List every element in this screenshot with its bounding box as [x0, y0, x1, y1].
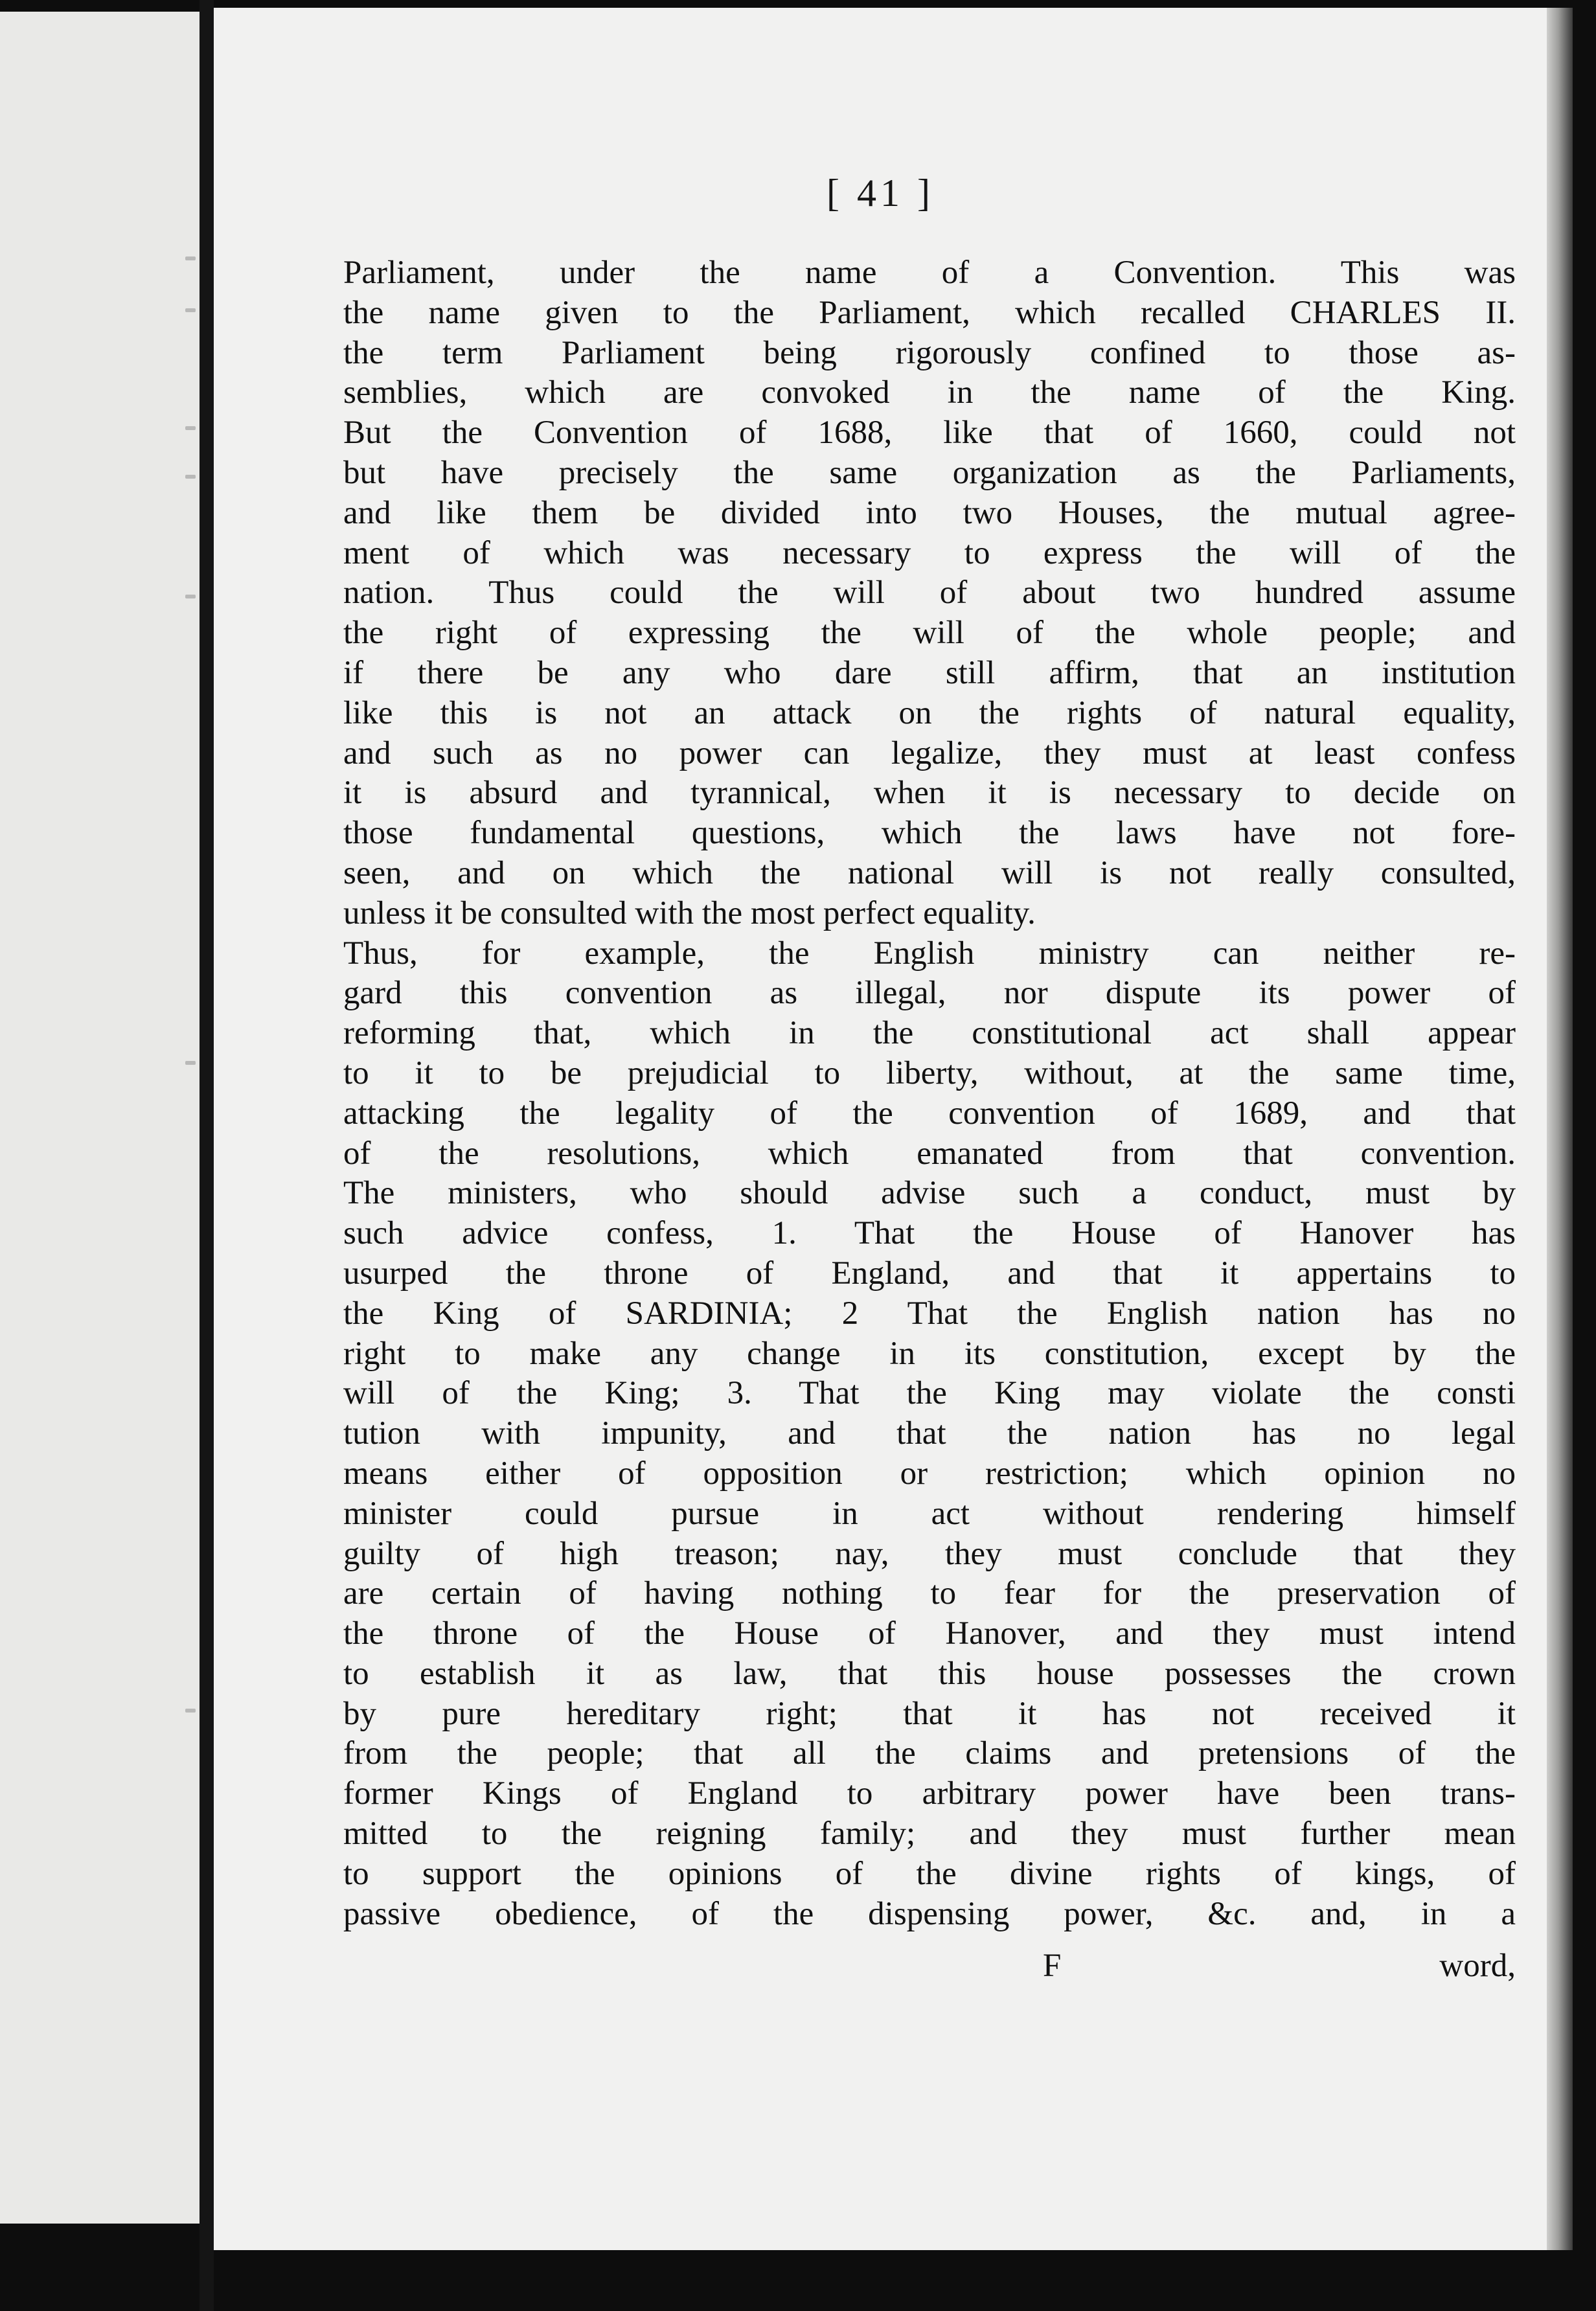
text-line: the right of expressing the will of the whole people; and — [343, 615, 1516, 652]
text-line: minister could pursue in act without rendering himself — [343, 1495, 1516, 1532]
text-line: The ministers, who should advise such a conduct, must by — [343, 1175, 1516, 1212]
book-page — [214, 8, 1547, 2250]
text-line: Thus, for example, the English ministry can neither re- — [343, 935, 1516, 972]
text-line: But the Convention of 1688, like that of 1660, could not — [343, 415, 1516, 451]
text-line: mitted to the reigning family; and they must further mean — [343, 1816, 1516, 1852]
text-line: of the resolutions, which emanated from that convention. — [343, 1135, 1516, 1172]
text-line: and such as no power can legalize, they must at least confess — [343, 734, 1516, 771]
page-body-text — [343, 253, 1516, 1934]
text-line: are certain of having nothing to fear for the preservation of — [343, 1575, 1516, 1612]
text-line: nation. Thus could the will of about two hundred assume — [343, 575, 1516, 611]
page-number: [ 41 ] — [826, 172, 934, 214]
text-line: former Kings of England to arbitrary power have been trans- — [343, 1775, 1516, 1812]
text-line: such advice confess, 1. That the House of Hanover has — [343, 1215, 1516, 1252]
text-line: means either of opposition or restriction; which opinion no — [343, 1455, 1516, 1492]
text-line: and like them be divided into two Houses, the mutual agree- — [343, 494, 1516, 531]
text-line: to support the opinions of the divine rights of kings, of — [343, 1855, 1516, 1892]
text-line: guilty of high treason; nay, they must conclude that they — [343, 1535, 1516, 1572]
text-line: ment of which was necessary to express the will of the — [343, 534, 1516, 571]
page-footer — [343, 1947, 1516, 1992]
text-line: it is absurd and tyrannical, when it is necessary to decide on — [343, 775, 1516, 812]
bleed-through-mark — [185, 256, 196, 260]
text-line: from the people; that all the claims and pretensions of the — [343, 1735, 1516, 1772]
text-line: seen, and on which the national will is not really consulted, — [343, 854, 1516, 891]
text-line: will of the King; 3. That the King may violate the consti — [343, 1375, 1516, 1412]
text-line: the name given to the Parliament, which recalled CHARLES II. — [343, 294, 1516, 331]
text-line: to it to be prejudicial to liberty, without, at the same time, — [343, 1054, 1516, 1091]
bleed-through-mark — [185, 1061, 196, 1065]
text-line: reforming that, which in the constitutional act shall appear — [343, 1015, 1516, 1052]
bleed-through-mark — [185, 595, 196, 598]
text-line: the King of SARDINIA; 2 That the English nation has no — [343, 1295, 1516, 1332]
text-line: attacking the legality of the convention of 1689, and that — [343, 1095, 1516, 1132]
text-line: if there be any who dare still affirm, that an institution — [343, 654, 1516, 691]
text-line: but have precisely the same organization as the Parliaments, — [343, 454, 1516, 491]
text-line: by pure hereditary right; that it has not received it — [343, 1695, 1516, 1732]
text-line: semblies, which are convoked in the name of the King. — [343, 374, 1516, 411]
text-line: those fundamental questions, which the laws have not fore- — [343, 815, 1516, 852]
text-line: usurped the throne of England, and that it appertains to — [343, 1255, 1516, 1292]
catchword: word, — [1439, 1948, 1516, 1984]
book-gutter — [200, 0, 214, 2311]
facing-page-edge — [0, 12, 200, 2224]
text-line: Parliament, under the name of a Convention. This was — [343, 255, 1516, 291]
page-edge-shadow — [1547, 8, 1573, 2250]
text-line: the throne of the House of Hanover, and they must intend — [343, 1615, 1516, 1652]
text-line: unless it be consulted with the most perfect equality. — [343, 894, 1036, 931]
signature-mark: F — [1043, 1948, 1062, 1984]
bleed-through-mark — [185, 1709, 196, 1713]
text-line: passive obedience, of the dispensing power, &c. and, in a — [343, 1895, 1516, 1932]
bleed-through-mark — [185, 308, 196, 312]
text-line: the term Parliament being rigorously confined to those as- — [343, 334, 1516, 371]
text-line: to establish it as law, that this house possesses the crown — [343, 1655, 1516, 1692]
text-line: gard this convention as illegal, nor dispute its power of — [343, 975, 1516, 1012]
text-line: tution with impunity, and that the nation has no legal — [343, 1415, 1516, 1452]
bleed-through-mark — [185, 426, 196, 430]
bleed-through-mark — [185, 475, 196, 479]
text-line: like this is not an attack on the rights of natural equality, — [343, 694, 1516, 731]
text-line: right to make any change in its constitution, except by the — [343, 1335, 1516, 1372]
